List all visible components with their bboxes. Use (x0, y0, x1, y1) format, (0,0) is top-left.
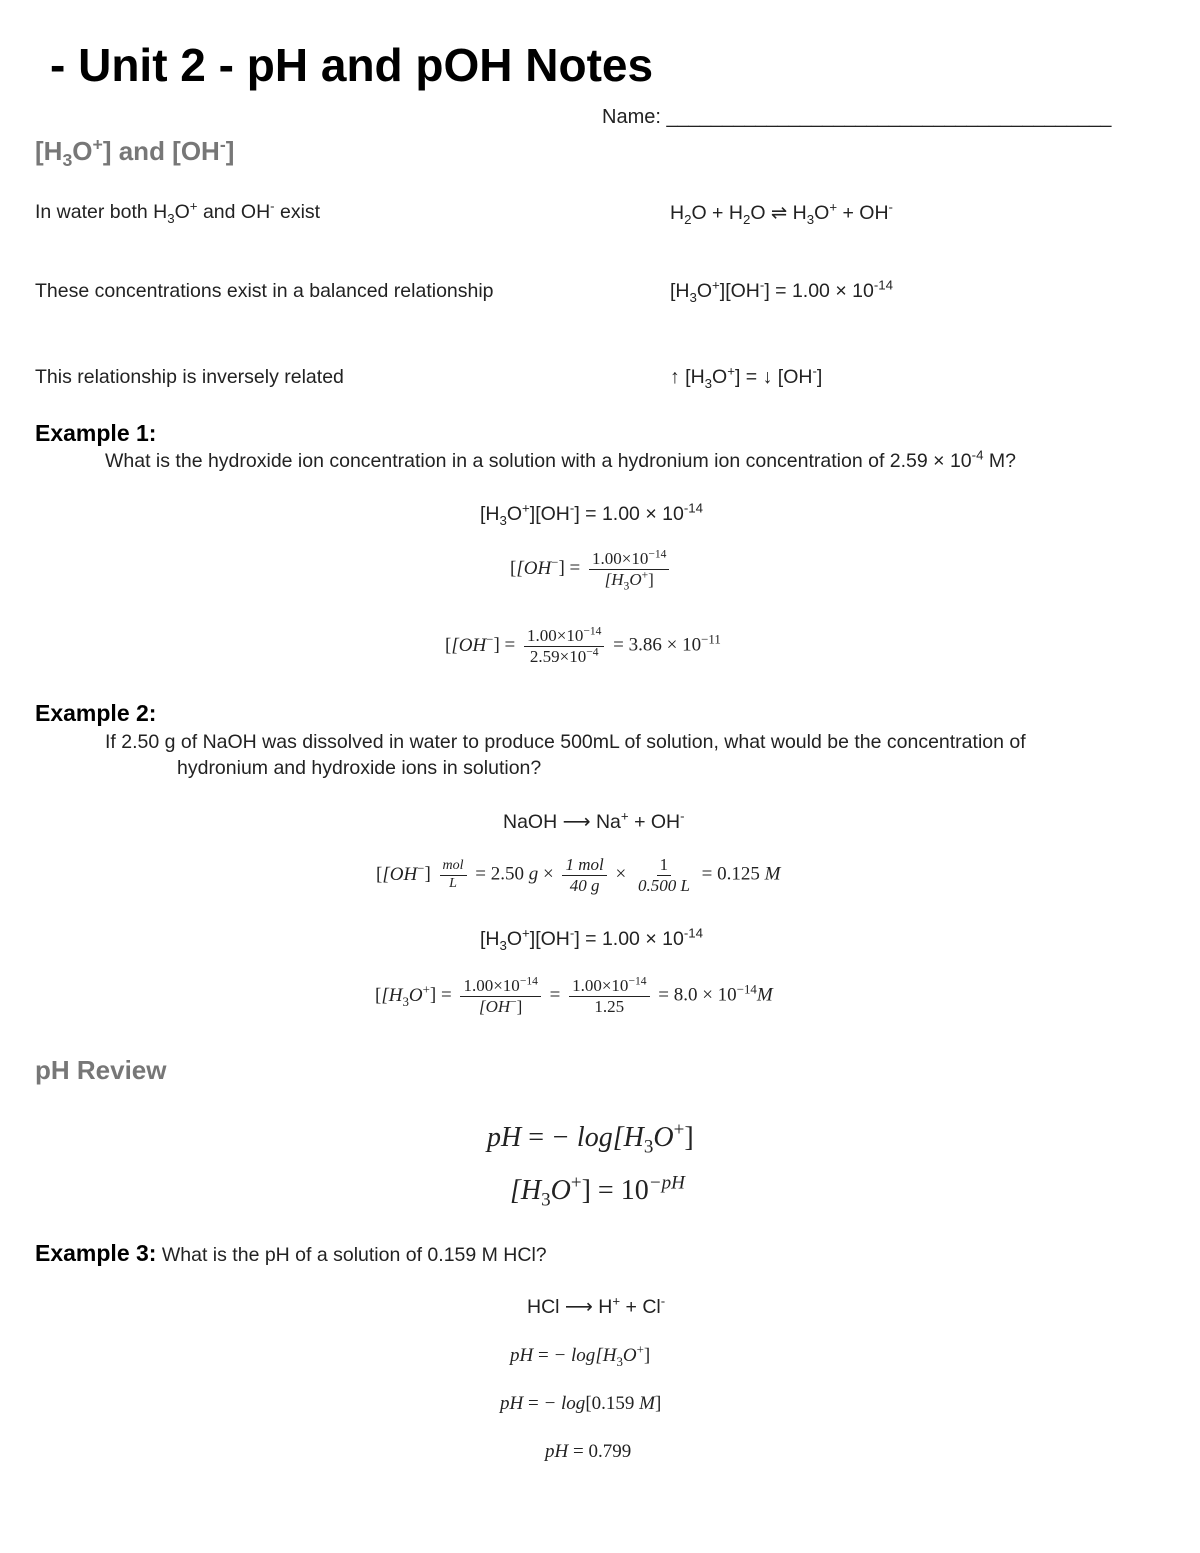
h3o-from-ph-formula: $[H_3O^+] = 10^{-pH}$ (510, 1172, 685, 1211)
name-field-label: Name: ________________________________________ (602, 106, 1112, 128)
molar-mass-fraction: $\frac{\text{1 mol}}{40 g}$ (562, 856, 606, 895)
example-3-question: What is the pH of a solution of 0.159 M HCl? (156, 1244, 547, 1266)
example-3-label: Example 3: (35, 1240, 157, 1266)
statement-inverse-relationship: This relationship is inversely related (35, 366, 344, 388)
example-2-kw-equation: $[H_3O^+][OH^-] = 1.00 \times 10^{-14}$ (480, 925, 703, 953)
fraction: $\frac{1.00\times 10^{-14}}{[H_3O^+]}$ (589, 550, 669, 589)
example-2-oh-calculation: [[OH−] $\frac{\text{mol}}{L}$ = 2.50 g × $\frac{\text{1 mol}}{40 g}$ × $\frac{1}{0.500 L}$ = 0.125 M (376, 855, 781, 895)
statement-balanced-relationship: These concentrations exist in a balanced relationship (35, 280, 494, 302)
example-1-oh-rearranged: [[OH−] = $\frac{1.00\times 10^{-14}}{[H_3O^+]}$ (510, 550, 673, 589)
unit-fraction: $\frac{\text{mol}}{L}$ (440, 859, 467, 891)
example-2-label: Example 2: (35, 700, 157, 726)
hcl-dissociation-equation: HCl ⟶ H+ + Cl- (527, 1293, 666, 1318)
example-2-question-line1: If 2.50 g of NaOH was dissolved in water to produce 500mL of solution, what would be the concentration of (105, 731, 1026, 753)
example-3-ph-substitution: pH = − log[0.159 M] (500, 1393, 662, 1414)
example-1-kw-equation: $[H_3O^+][OH^-] = 1.00 \times 10^{-14}$ (480, 500, 703, 528)
example-3-ph-result: pH = 0.799 (545, 1441, 632, 1462)
naoh-dissociation-equation: NaOH ⟶ Na+ + OH- (503, 808, 685, 833)
kw-equation: $[H_3O^+][OH^-] = 1.00 \times 10^{-14}$ (670, 277, 893, 305)
example-2-question-line2: hydronium and hydroxide ions in solution? (177, 757, 542, 779)
example-1-oh-result: [[OH−] = $\frac{1.00\times 10^{-14}}{2.59\times 10^{-4}}$ = $3.86 \times 10^{-11}$ (445, 624, 721, 666)
example-2-h3o-calculation: [$[H_3O^+]$ = $\frac{1.00\times 10^{-14}}{[OH^-]}$ = $\frac{1.00\times 10^{-14}}{1.25}$ = $8.0 \times 10^{-14}M$ (375, 974, 773, 1016)
ph-definition-formula: pH = − $\log[H_3O^+]$ (487, 1119, 694, 1158)
fraction: $\frac{1.00\times 10^{-14}}{[OH^-]}$ (460, 977, 540, 1016)
fraction: $\frac{1.00\times 10^{-14}}{2.59\times 10^{-4}}$ (524, 627, 604, 666)
example-3-ph-formula: pH = − $\log[H_3O^+]$ (510, 1341, 651, 1369)
section-heading-ph-review: pH Review (35, 1055, 167, 1085)
fraction: $\frac{1.00\times 10^{-14}}{1.25}$ (569, 977, 649, 1016)
volume-fraction: $\frac{1}{0.500 L}$ (637, 855, 690, 895)
example-1-label: Example 1: (35, 420, 157, 446)
water-autoionization-equation: $H_2O + H_2O$ ⇌ $H_3O^+ + OH^-$ (670, 199, 893, 227)
page-title: - Unit 2 - pH and pOH Notes (50, 39, 654, 91)
inverse-relationship-arrows: ↑ $[H_3O^+]$ = ↓ [OH-] (670, 363, 823, 391)
statement-water-ions: In water both $H_3O^+$ and OH- exist (35, 198, 321, 226)
example-1-question: What is the hydroxide ion concentration in a solution with a hydronium ion concentration of $2.59 \times 10^{-4}$ M? (105, 447, 1016, 472)
example-3-line (35, 1240, 547, 1267)
section-heading-concentrations: $[H_3O^+]$ and [OH-] (35, 134, 235, 171)
